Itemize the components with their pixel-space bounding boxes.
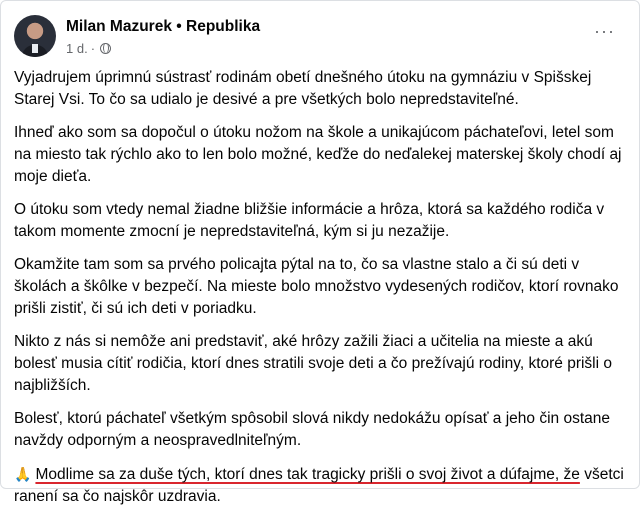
post-paragraph-1: Vyjadrujem úprimnú sústrasť rodinám obetí dnešného útoku na gymnáziu v Spišskej Starej Vsi. To čo sa udialo je desivé a pre všetkých bolo nepredstaviteľné. bbox=[14, 69, 592, 108]
author-line bbox=[66, 18, 260, 36]
author-separator: • bbox=[176, 18, 182, 35]
closing-text: všetci ranení sa čo najskôr uzdravia. bbox=[14, 466, 624, 505]
globe-icon bbox=[100, 43, 111, 54]
author-name[interactable]: Milan Mazurek bbox=[66, 18, 172, 35]
post-meta bbox=[66, 41, 111, 56]
underlined-text: Modlime sa za duše tých, ktorí dnes tak tragicky prišli o svoj život a dúfajme, že bbox=[35, 466, 580, 483]
post-paragraph-5: Nikto z nás si nemôže ani predstaviť, aké hrôzy zažili žiaci a učitelia na mieste a akú bolesť musia cítiť rodičia, ktorí dnes stratili svoje deti a čo prežívajú rodiny, ktoré prišli o najbližších. bbox=[14, 333, 612, 394]
post-paragraph-4: Okamžite tam som sa prvého policajta pýtal na to, čo sa vlastne stalo a či sú deti v školách a škôlke v bezpečí. Na mieste bolo množstvo vydesených rodičov, ktorí rovnako prišli zistiť, či sú ich deti v poriadku. bbox=[14, 256, 619, 317]
author-avatar[interactable] bbox=[14, 15, 56, 57]
post-body bbox=[14, 67, 626, 519]
post-paragraph-3: O útoku som vtedy nemal žiadne bližšie informácie a hrôza, ktorá sa každého rodiča v takom momente zmocní je nepredstaviteľná, kým si ju nezažije. bbox=[14, 201, 605, 240]
praying-hands-icon: 🙏 bbox=[14, 466, 32, 482]
group-name[interactable]: Republika bbox=[186, 18, 261, 35]
post-header bbox=[14, 15, 629, 63]
post-paragraph-2: Ihneď ako som sa dopočul o útoku nožom na škole a unikajúcom páchateľovi, letel som na miesto tak rýchlo ako to len bolo možné, keďže do neďalekej materskej školy chodí aj moje dieťa. bbox=[14, 124, 622, 185]
meta-separator: · bbox=[90, 41, 96, 56]
more-options-button[interactable]: ··· bbox=[594, 21, 615, 41]
post-paragraph-6: Bolesť, ktorú páchateľ všetkým spôsobil slová nikdy nedokážu opísať a jeho čin ostane navždy odporným a neospravedlniteľným. bbox=[14, 410, 611, 449]
post-paragraph-7 bbox=[14, 463, 626, 508]
post-time[interactable]: 1 d. bbox=[66, 41, 88, 56]
